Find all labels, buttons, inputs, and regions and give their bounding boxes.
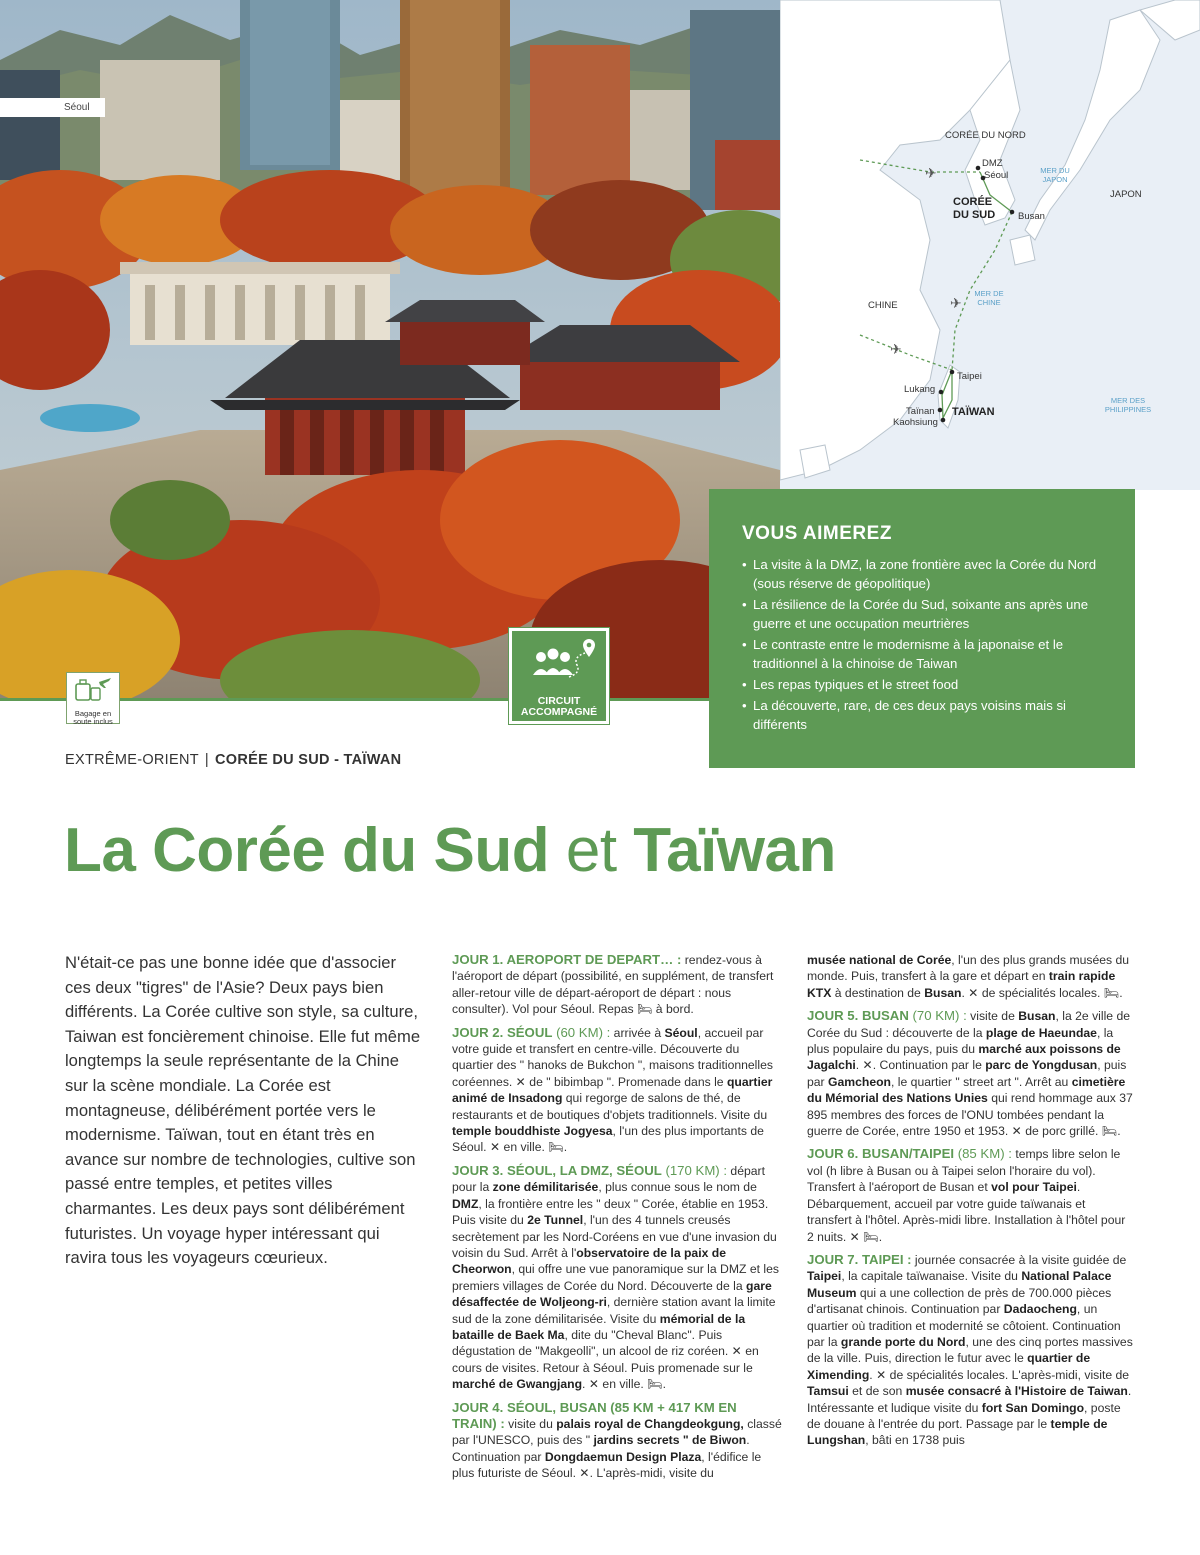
- day-title: JOUR 6. BUSAN/TAIPEI: [807, 1146, 955, 1162]
- day-text: , l'un des plus grands musées du monde. Puis, transfert à la gare et départ en: [807, 953, 1130, 984]
- day-title: JOUR 5. BUSAN: [807, 1008, 909, 1024]
- day-highlight: palais royal de Changdeokgung,: [556, 1416, 744, 1431]
- day-title: JOUR 2. SÉOUL: [452, 1024, 553, 1040]
- day-text: visite de: [966, 1009, 1019, 1024]
- guided-tour-label: CIRCUIT ACCOMPAGNÉ: [520, 695, 598, 718]
- day-text: , plus connue sous le nom de: [598, 1180, 757, 1195]
- baggage-badge: [66, 672, 120, 724]
- itinerary-day-4-continued: [807, 952, 1133, 1001]
- day-text: , la frontière entre les " deux " Corée, établie en 1953. Puis visite du: [452, 1196, 769, 1228]
- highlights-box: [709, 489, 1135, 768]
- day-highlight: cimetière du Mémorial des Nations Unies: [807, 1074, 1126, 1106]
- breadcrumb-region: EXTRÊME-ORIENT: [65, 752, 199, 768]
- day-text: , poste de douane à l'entrée du port. Passage par le: [807, 1400, 1121, 1431]
- title-part-taiwan: Taïwan: [633, 816, 836, 885]
- itinerary-day-5: [807, 1008, 1133, 1139]
- day-highlight: Tamsui: [807, 1384, 849, 1399]
- itinerary-column-1: [452, 952, 782, 1489]
- day-highlight: gare désaffectée de Woljeong-ri: [452, 1278, 772, 1310]
- day-highlight: grande porte du Nord: [840, 1334, 966, 1349]
- map-label-taipei: Taipei: [957, 371, 982, 382]
- day-text: . Continuation par: [452, 1433, 750, 1464]
- day-text: , la plus populaire du pays, puis du: [807, 1025, 1114, 1057]
- day-text: qui rend hommage aux 37 895 membres des forces de l'ONU tombées pendant la guerre de Corée, entre 1950 et 1953. ✕ de porc grillé. 🛏.: [807, 1091, 1133, 1139]
- day-heading: [452, 1163, 727, 1178]
- title-part-korea: La Corée du Sud: [64, 816, 550, 885]
- highlight-item: • La découverte, rare, de ces deux pays voisins mais si différents: [742, 696, 1115, 734]
- day-text: qui regorge de salons de thé, de restaurants et de boutiques d'objets traditionnels. Visite du: [452, 1091, 768, 1122]
- day-text: , dite du "Cheval Blanc". Puis dégustation de "Makgeolli", un alcool de riz coréen. ✕ en cours de visites. Retour à Séoul. Puis promenade sur le: [452, 1327, 759, 1375]
- day-highlight: plage de Haeundae: [985, 1025, 1097, 1040]
- highlights-title: VOUS AIMEREZ: [742, 523, 892, 544]
- day-text: , le quartier " street art ". Arrêt au: [891, 1074, 1072, 1089]
- day-highlight: train rapide KTX: [807, 969, 1116, 1000]
- day-text: , une des cinq portes massives de la ville. Puis, direction le futur avec le: [807, 1334, 1133, 1366]
- day-text: . ✕ de spécialités locales. 🛏.: [961, 985, 1123, 1000]
- day-highlight: musée consacré à l'Histoire de Taiwan: [905, 1384, 1128, 1399]
- day-text: journée consacrée à la visite guidée de: [911, 1252, 1127, 1267]
- day-text: à destination de: [831, 985, 925, 1000]
- day-title: JOUR 3. SÉOUL, LA DMZ, SÉOUL: [452, 1162, 662, 1178]
- day-text: , l'édifice le plus futuriste de Séoul. ✕. L'après-midi, visite du: [452, 1449, 762, 1481]
- day-highlight: musée national de Corée: [807, 953, 952, 967]
- photo-caption: Séoul: [0, 98, 105, 117]
- day-highlight: jardins secrets " de Biwon: [593, 1433, 747, 1448]
- day-text: départ pour la: [452, 1163, 765, 1195]
- day-highlight: marché aux poissons de Jagalchi: [807, 1042, 1121, 1073]
- day-highlight: 2e Tunnel: [527, 1213, 584, 1228]
- day-text: et de son: [848, 1384, 906, 1399]
- breadcrumb: [65, 752, 401, 768]
- svg-text:✈: ✈: [925, 166, 937, 182]
- highlights-list: [742, 555, 1115, 734]
- breadcrumb-destination: CORÉE DU SUD - TAÏWAN: [214, 752, 402, 768]
- day-highlight: fort San Domingo: [981, 1400, 1085, 1415]
- day-distance: (60 KM) :: [552, 1024, 611, 1040]
- day-highlight: Busan: [924, 985, 962, 1000]
- breadcrumb-separator: |: [204, 752, 209, 768]
- day-highlight: parc de Yongdusan: [985, 1058, 1098, 1073]
- day-highlight: Séoul: [664, 1025, 698, 1040]
- svg-text:✈: ✈: [950, 296, 962, 312]
- day-heading: JOUR 1. AEROPORT DE DEPART… :: [452, 952, 682, 967]
- day-highlight: National Palace Museum: [807, 1269, 1112, 1300]
- title-connector: et: [565, 816, 617, 885]
- svg-text:✈: ✈: [890, 342, 902, 358]
- day-highlight: temple bouddhiste Jogyesa: [452, 1124, 613, 1139]
- map-label-sea-philippines: MER DES PHILIPPINES: [1104, 396, 1152, 414]
- seoul-cityscape-illustration: [0, 0, 780, 698]
- map-label-tainan: Taïnan: [906, 406, 935, 417]
- day-text: . Débarquement, accueil par votre guide taïwanais et transfert à l'hôtel. Après-midi libre. Installation à l'hôtel pour 2 nuits. ✕ 🛏.: [807, 1180, 1126, 1244]
- day-text: . ✕. Continuation par le: [855, 1058, 986, 1073]
- day-text: rendez-vous à l'aéroport de départ (possibilité, en supplément, de transfert aller-retour ville de départ-aéroport de départ : nous consulter). Vol pour Séoul. Repas 🛏 à bord.: [452, 953, 774, 1017]
- highlight-item: • La visite à la DMZ, la zone frontière avec la Corée du Nord (sous réserve de géopolitique): [742, 555, 1115, 593]
- day-highlight: quartier de Ximending: [807, 1351, 1091, 1382]
- luggage-plane-icon: [73, 676, 113, 702]
- day-highlight: temple de Lungshan: [807, 1416, 1108, 1448]
- day-distance: (70 KM) :: [908, 1008, 967, 1024]
- day-highlight: mémorial de la bataille de Baek Ma: [452, 1311, 746, 1342]
- itinerary-day-4: [452, 1400, 782, 1482]
- itinerary-day-3: [452, 1163, 782, 1393]
- day-highlight: Dongdaemun Design Plaza: [544, 1449, 702, 1464]
- map-label-kaohsiung: Kaohsiung: [893, 417, 938, 428]
- day-text: , puis par: [807, 1058, 1127, 1089]
- map-label-dmz: DMZ: [982, 158, 1003, 169]
- day-text: , la 2e ville de Corée du Sud : découverte de la: [807, 1009, 1131, 1040]
- day-text: qui a une collection de près de 700.000 pièces d'artisanat chinois. Continuation par: [807, 1285, 1112, 1317]
- day-heading: [807, 1008, 967, 1023]
- day-heading: JOUR 4. SÉOUL, BUSAN (85 KM + 417 KM EN TRAIN) :: [452, 1399, 737, 1431]
- day-highlight: Taipei: [807, 1269, 842, 1284]
- day-highlight: DMZ: [452, 1196, 479, 1211]
- day-text: . Intéressante et ludique visite du: [807, 1384, 1132, 1415]
- map-label-japan: JAPON: [1110, 189, 1142, 200]
- day-heading: JOUR 7. TAIPEI :: [807, 1251, 912, 1267]
- map-label-seoul: Séoul: [984, 170, 1009, 181]
- day-text: , dernière station avant la limite sud de la zone démilitarisée. Visite du: [452, 1295, 776, 1326]
- highlight-item: • Le contraste entre le modernisme à la japonaise et le traditionnel à la chinoise de Taiwan: [742, 635, 1115, 673]
- highlight-item: • Les repas typiques et le street food: [742, 675, 1115, 694]
- map-label-taiwan: TAÏWAN: [952, 406, 995, 418]
- hero-photo: [0, 0, 780, 698]
- day-highlight: Dadaocheng: [1003, 1302, 1077, 1317]
- day-text: , l'un des 4 tunnels creusés secrètement par les Nord-Coréens en vue d'une invasion du voisin du Sud. Arrêt à l': [452, 1213, 777, 1260]
- day-text: visite du: [504, 1416, 557, 1431]
- highlight-item: • La résilience de la Corée du Sud, soixante ans après une guerre et une occupation meurtrières: [742, 595, 1115, 633]
- day-text: . ✕ de spécialités locales. L'après-midi, visite de: [869, 1367, 1130, 1382]
- itinerary-day-2: [452, 1025, 782, 1156]
- day-text: . ✕ en ville. 🛏.: [582, 1377, 666, 1392]
- day-highlight: zone démilitarisée: [492, 1180, 599, 1195]
- day-text: temps libre selon le vol (h libre à Busan ou à Taipei selon l'horaire du vol). Transfert à l'aéroport de Busan et: [807, 1147, 1121, 1195]
- day-highlight: vol pour Taipei: [991, 1180, 1077, 1195]
- map-label-busan: Busan: [1018, 211, 1045, 222]
- baggage-label: Bagage en soute inclus: [73, 709, 113, 726]
- route-map: [780, 0, 1200, 490]
- day-heading: [452, 1025, 610, 1040]
- page-title: [64, 815, 836, 886]
- day-heading: [807, 1146, 1012, 1161]
- itinerary-day-1: [452, 952, 782, 1018]
- itinerary-day-7: [807, 1252, 1133, 1449]
- itinerary-column-2: [807, 952, 1133, 1456]
- group-route-icon: [519, 637, 599, 687]
- day-highlight: observatoire de la paix de Cheorwon: [452, 1245, 726, 1277]
- day-text: , accueil par votre guide et transfert en centre-ville. Découverte du quartier des " hanoks de Bukchon ", maisons traditionnelles coréennes. ✕ de " bibimbap ". Promenade dans le: [452, 1025, 773, 1089]
- day-highlight: marché de Gwangjang: [452, 1377, 583, 1392]
- day-text: , un quartier où tradition et modernité se côtoient. Continuation par la: [807, 1302, 1121, 1349]
- day-text: arrivée à: [610, 1025, 665, 1040]
- day-text: , la capitale taïwanaise. Visite du: [841, 1269, 1022, 1284]
- map-label-sea-china: MER DE CHINE: [974, 289, 1004, 307]
- map-label-lukang: Lukang: [904, 384, 936, 395]
- day-highlight: Gamcheon: [828, 1074, 892, 1089]
- map-label-china: CHINE: [868, 300, 898, 311]
- day-distance: (170 KM) :: [661, 1162, 728, 1178]
- day-text: classé par l'UNESCO, puis des ": [452, 1416, 782, 1448]
- map-label-south-korea: CORÉE DU SUD: [953, 196, 996, 221]
- day-highlight: Busan: [1018, 1009, 1056, 1024]
- day-text: , bâti en 1738 puis: [865, 1433, 965, 1448]
- itinerary-day-6: [807, 1146, 1133, 1244]
- intro-text: N'était-ce pas une bonne idée que d'associer ces deux "tigres" de l'Asie? Deux pays bien différents. La Corée cultive son style, sa culture, Taiwan est foncièrement chinoise. Elle fut même longtemps la seule représentante de la Chine sur la scène mondiale. La Corée est montagneuse, délibérément portée vers le modernisme. Taïwan, tout en étant très en avance sur nombre de technologies, cultive son passé entre temples, et petites villes charmantes. Les deux pays sont délibérément futuristes. Un voyage hyper intéressant qui ravira tous les voyageurs cœurieux.: [65, 953, 421, 1268]
- day-highlight: quartier animé de Insadong: [452, 1074, 773, 1106]
- day-text: , qui offre une vue panoramique sur la DMZ et les premiers villages de Corée du Nord. Découverte de la: [452, 1262, 779, 1293]
- guided-tour-badge: [509, 628, 609, 724]
- day-text: , l'un des plus importants de Séoul. ✕ en ville. 🛏.: [452, 1124, 764, 1155]
- map-label-sea-japan: MER DU JAPON: [1040, 166, 1070, 184]
- map-label-north-korea: CORÉE DU NORD: [945, 130, 1026, 141]
- day-distance: (85 KM) :: [954, 1146, 1012, 1162]
